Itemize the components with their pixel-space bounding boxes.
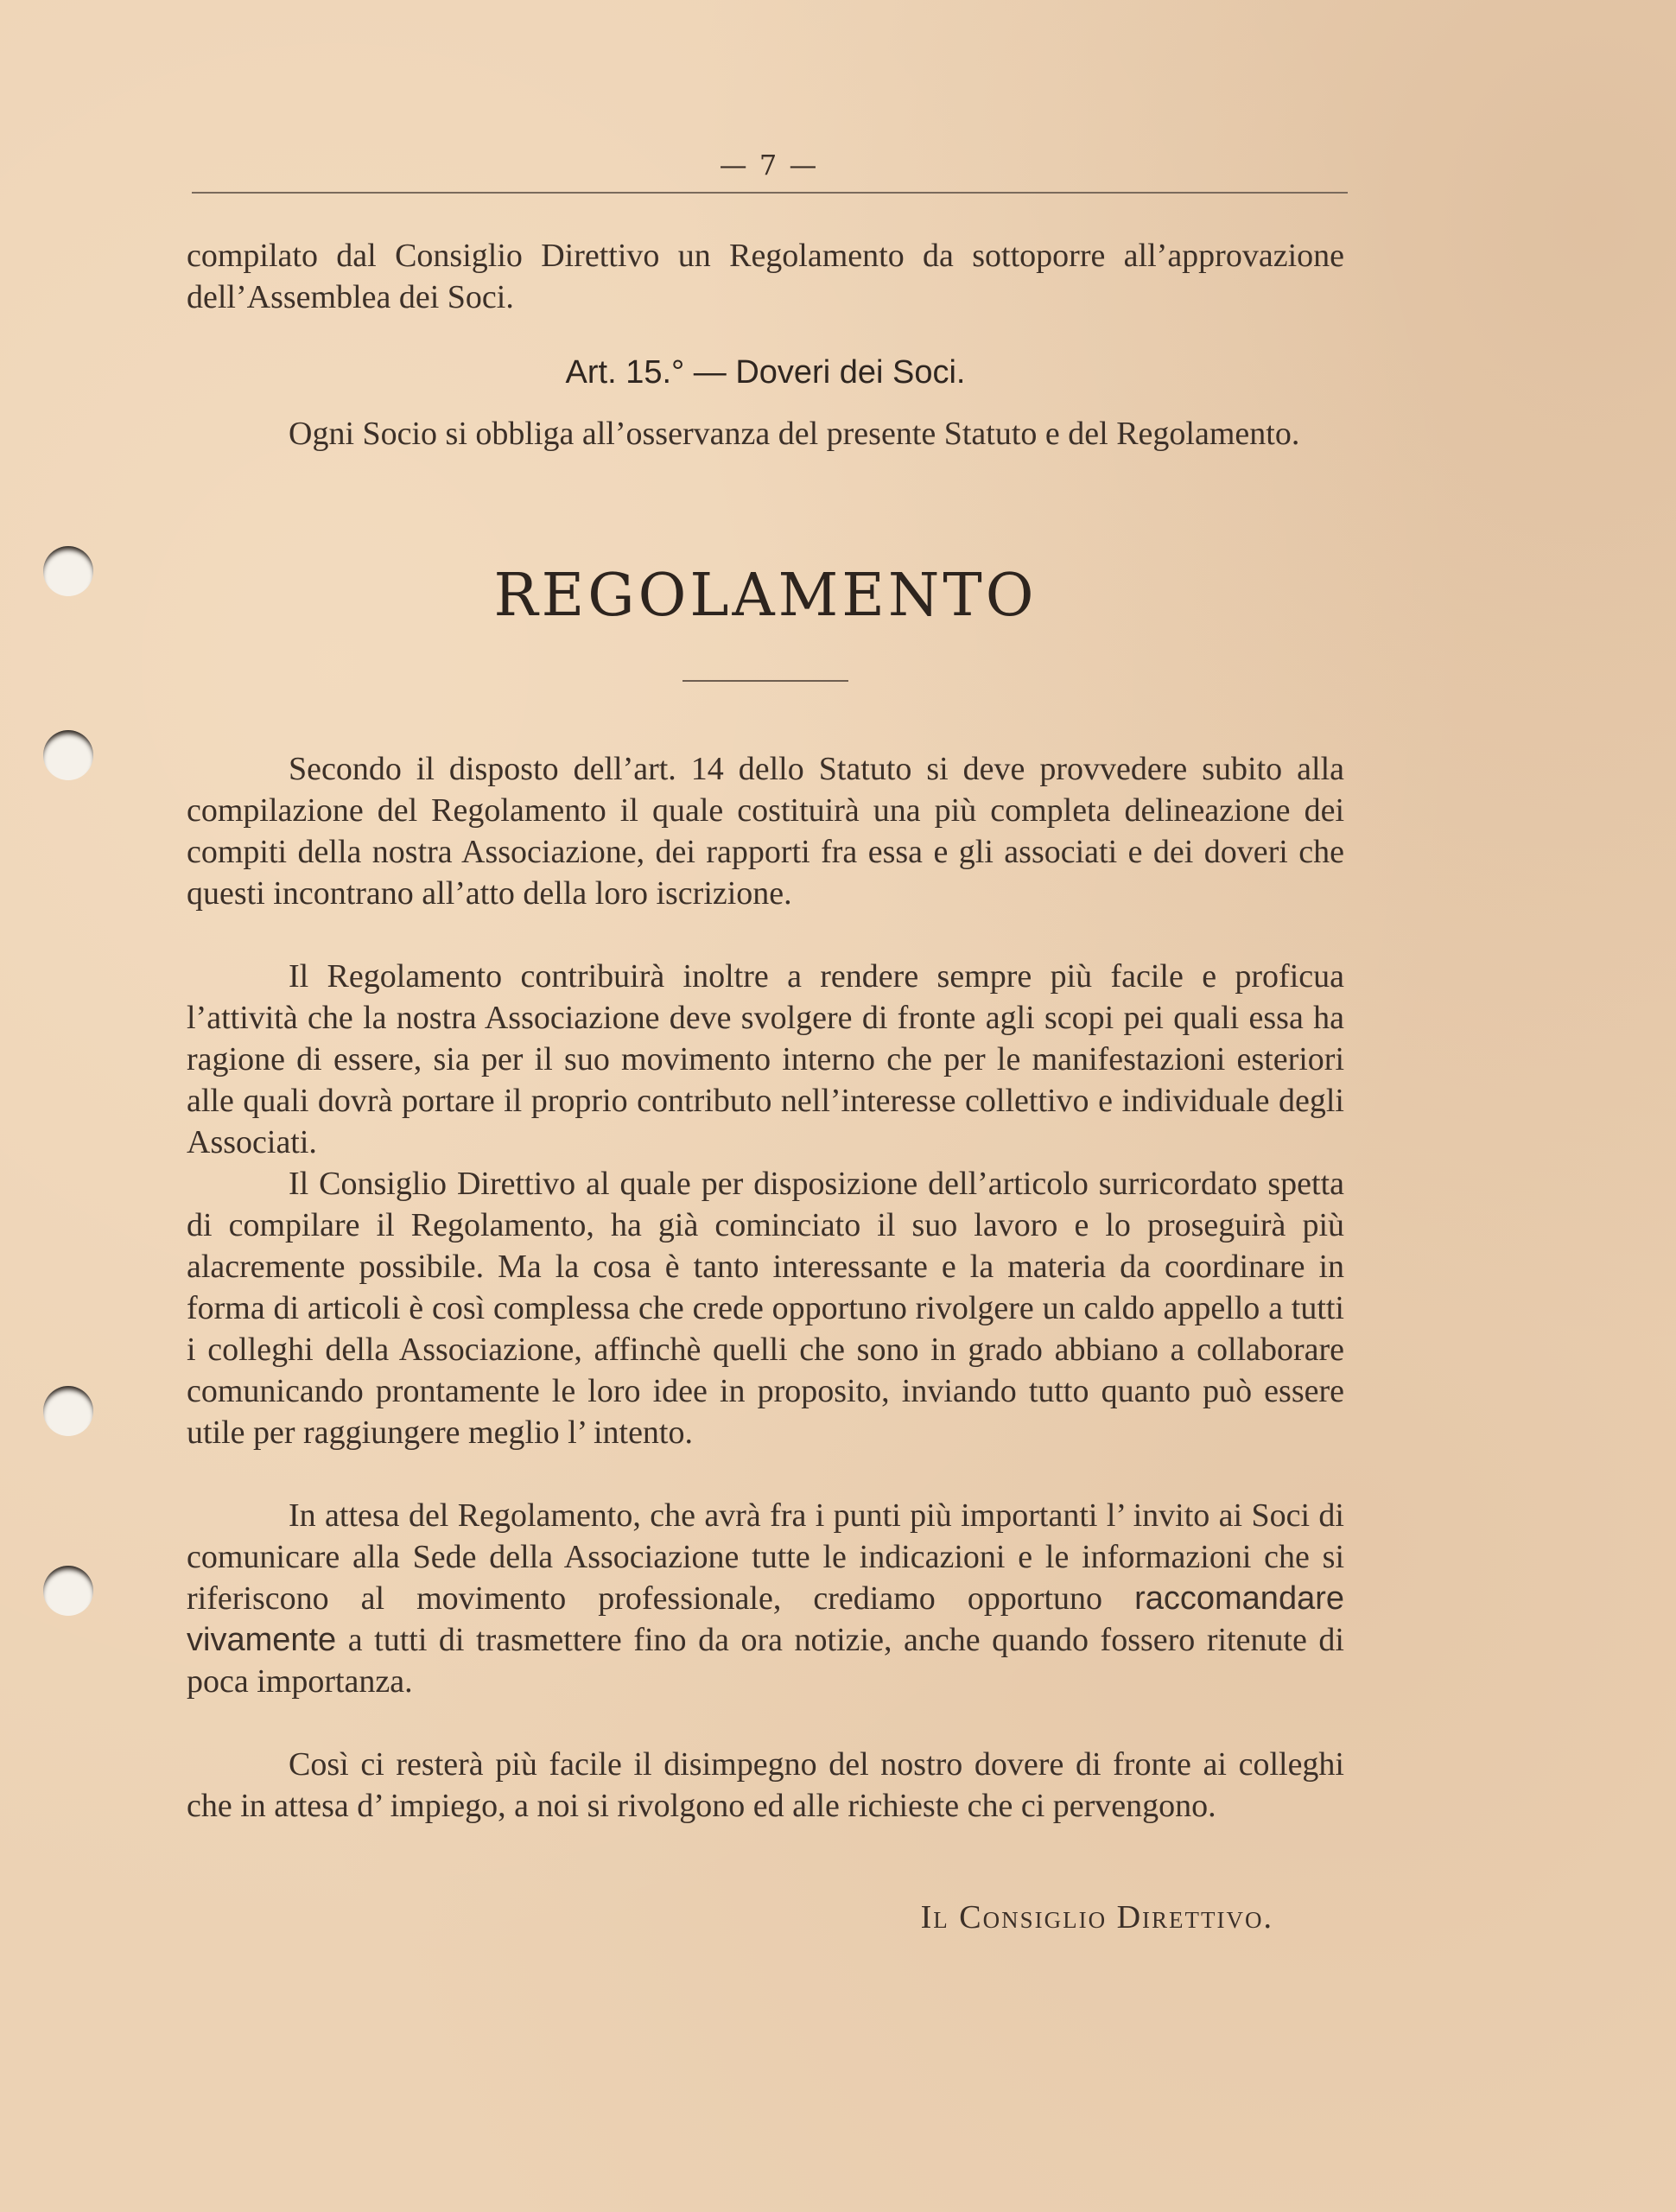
paragraph-4 xyxy=(187,1495,1344,1702)
article-heading: Art. 15.° — Doveri dei Soci. xyxy=(565,354,966,391)
paragraph-3: Il Consiglio Direttivo al quale per disposizione dell’articolo surricordato spetta di compilare il Regolamento, ha già cominciato il suo lavoro e lo proseguirà più alacremente possibile. Ma la cosa è tanto interessante e la materia da coordinare in forma di articoli è così complessa che crede opportuno rivolgere un caldo appello a tutti i colleghi della Associazione, affinchè quelli che sono in grado abbiano a collaborare comunicando prontamente le loro idee in proposito, inviando tutto quanto può essere utile per raggiungere meglio l’ intento. xyxy=(187,1166,1344,1451)
paragraph-1: Secondo il disposto dell’art. 14 dello Statuto si deve provvedere subito alla compilazione del Regolamento il quale costituirà una più completa delineazione dei compiti della nostra Associazione, dei rapporti fra essa e gli associati e dei doveri che questi incontrano all’atto della loro iscrizione. xyxy=(187,751,1344,912)
paragraph-2: Il Regolamento contribuirà inoltre a rendere sempre più facile e proficua l’attività che la nostra Associazione deve svolgere di fronte agli scopi pei quali essa ha ragione di essere, sia per il suo movimento interno che per le manifestazioni esteriori alle quali dovrà portare il proprio contributo nell’interesse collettivo e individuale degli Associati. xyxy=(187,958,1344,1160)
punch-hole xyxy=(43,730,93,780)
page-number: — 7 — xyxy=(719,149,819,181)
paragraph-4-before: In attesa del Regolamento, che avrà fra i punti più importanti l’ invito ai Soci di comunicare alla Sede della Associazione tutte le indicazioni e le informazioni che si riferiscono al movimento professionale, crediamo opportuno xyxy=(187,1497,1344,1617)
header-rule xyxy=(192,192,1348,194)
paragraph-4-after: a tutti di trasmettere fino da ora notizie, anche quando fossero ritenute di poca importanza. xyxy=(187,1622,1344,1700)
signature: Il Consiglio Direttivo. xyxy=(920,1899,1273,1936)
paragraph-5: Così ci resterà più facile il disimpegno del nostro dovere di fronte ai colleghi che in attesa d’ impiego, a noi si rivolgono ed alle richieste che ci pervengono. xyxy=(187,1746,1344,1824)
paragraph-4-emphasis: raccomandare vivamente xyxy=(187,1580,1344,1658)
intro-paragraph: compilato dal Consiglio Direttivo un Regolamento da sottoporre all’approvazione dell’Assemblea dei Soci. xyxy=(187,238,1344,315)
article-paragraph: Ogni Socio si obbliga all’osservanza del presente Statuto e del Regolamento. xyxy=(289,416,1300,452)
punch-hole xyxy=(43,1386,93,1436)
punch-hole xyxy=(43,1566,93,1616)
punch-hole xyxy=(43,546,93,596)
main-title: REGOLAMENTO xyxy=(493,562,1038,630)
title-rule xyxy=(682,680,848,682)
